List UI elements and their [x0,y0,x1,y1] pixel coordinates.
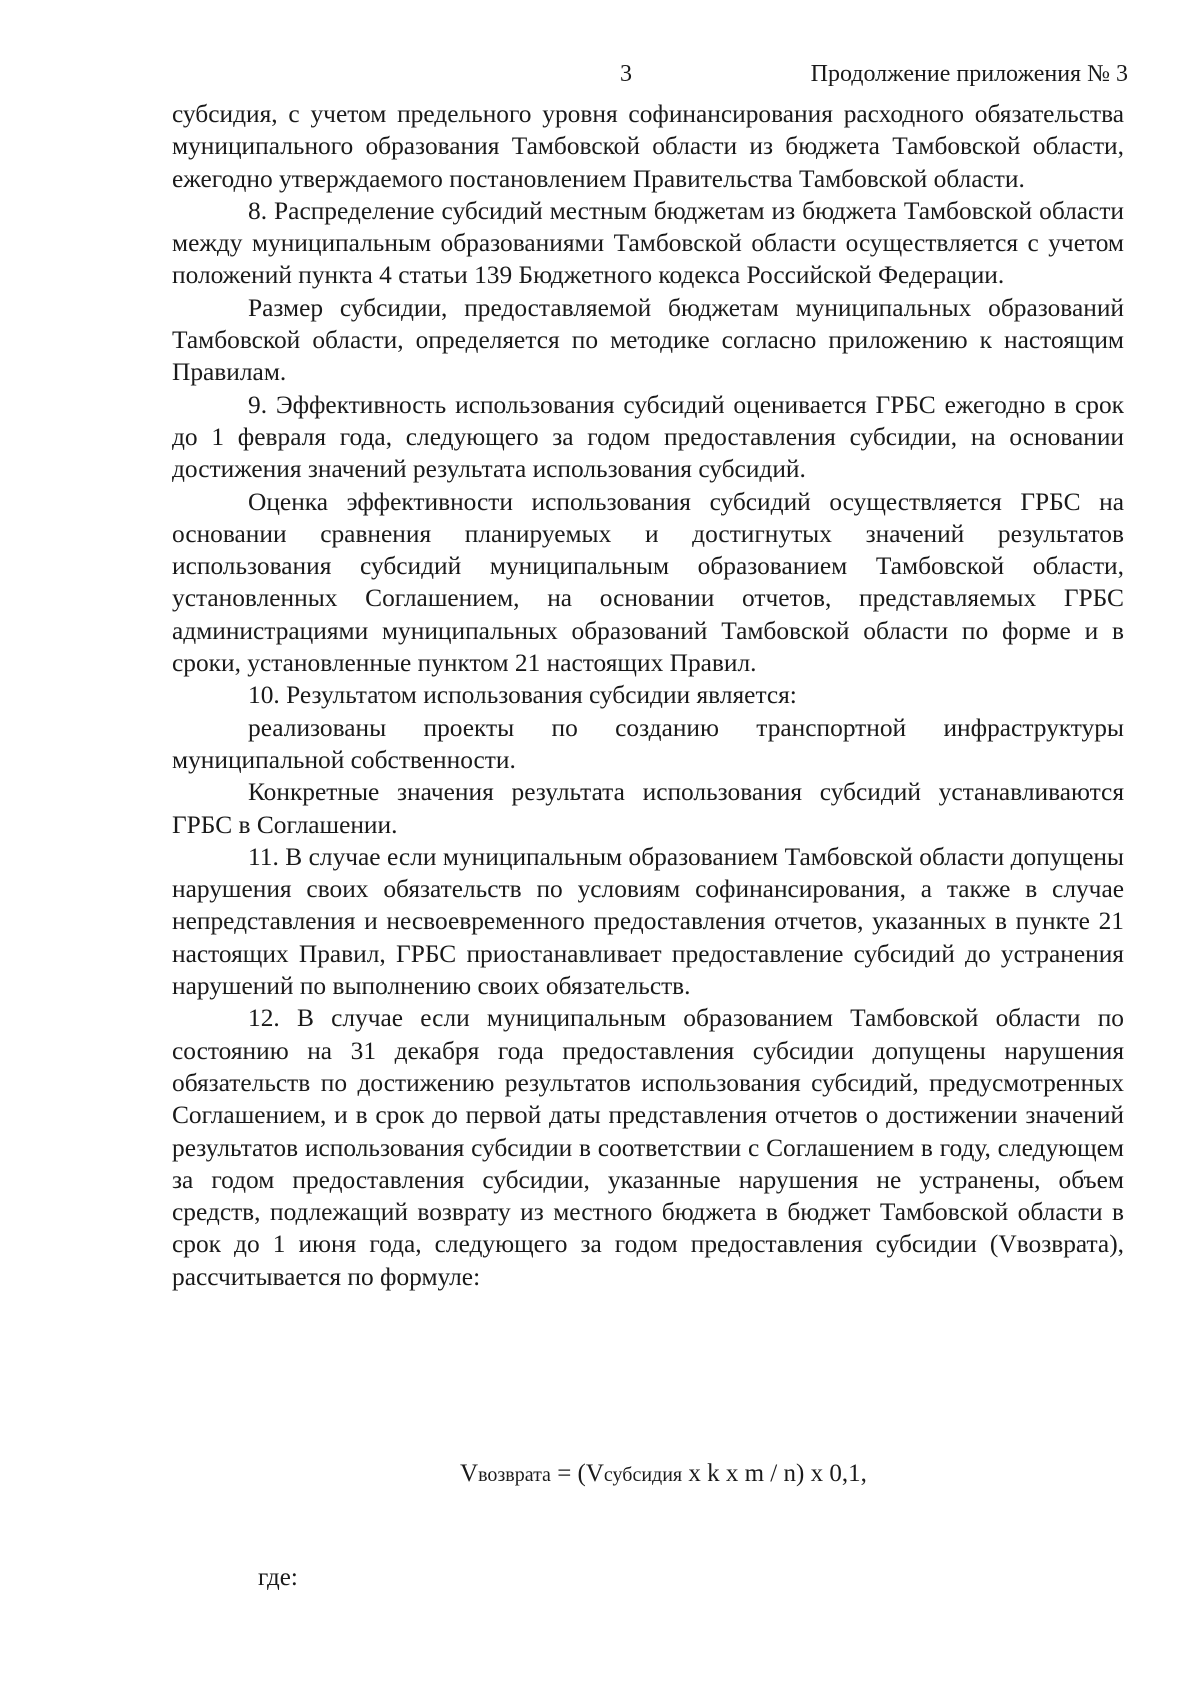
refund-formula [460,1458,867,1491]
paragraph-result-values: Конкретные значения результата использования субсидий устанавливаются ГРБС в Соглашении. [172,778,1124,839]
paragraph-9-efficiency: 9. Эффективность использования субсидий оценивается ГРБС ежегодно в срок до 1 февраля года, следующего за годом предоставления субсидии, на основании достижения значений результата использования субсидий. [172,390,1124,484]
paragraph-8-distribution: 8. Распределение субсидий местным бюджетам из бюджета Тамбовской области между муниципальным образованиями Тамбовской области осуществляется с учетом положений пункта 4 статьи 139 Бюджетного кодекса Российской Федерации. [172,196,1124,290]
appendix-continuation-note: Продолжение приложения № 3 [810,61,1128,87]
paragraph-12-refund: 12. В случае если муниципальным образованием Тамбовской области по состоянию на 31 декабря года предоставления субсидии допущены нарушения обязательств по достижению результатов использования субсидий, предусмотренных Соглашением, и в срок до первой даты представления отчетов о достижении значений результатов использования субсидии в соответствии с Соглашением в году, следующем за годом предоставления субсидии, указанные нарушения не устранены, объем средств, подлежащий возврату из местного бюджета в бюджет Тамбовской области в срок до 1 июня года, следующего за годом предоставления субсидии (Vвозврата), рассчитывается по формуле: [172,1004,1124,1291]
paragraph-subsidy-size: Размер субсидии, предоставляемой бюджетам муниципальных образований Тамбовской области, определяется по методике согласно приложению к настоящим Правилам. [172,293,1124,387]
formula-v-refund: V [460,1460,479,1487]
where-label: где: [258,1564,298,1591]
formula-subscript-subsidy: субсидия [603,1464,683,1486]
paragraph-efficiency-assessment: Оценка эффективности использования субсидий осуществляется ГРБС на основании сравнения планируемых и достигнутых значений результатов использования субсидий муниципальным образованием Тамбовской области, установленных Соглашением, на основании отчетов, представляемых ГРБС администрациями муниципальных образований Тамбовской области по форме и в сроки, установленные пунктом 21 настоящих Правил. [172,487,1124,678]
paragraph-10-result: 10. Результатом использования субсидии является: [248,681,797,710]
page-number: 3 [620,61,632,87]
document-body [172,98,1124,1293]
paragraph-result-projects: реализованы проекты по созданию транспортной инфраструктуры муниципальной собственности. [172,713,1124,774]
paragraph-subsidy-cap: субсидия, с учетом предельного уровня софинансирования расходного обязательства муниципального образования Тамбовской области из бюджета Тамбовской области, ежегодно утверждаемого постановлением Правительства Тамбовской области. [172,100,1124,193]
paragraph-11-suspension: 11. В случае если муниципальным образованием Тамбовской области допущены нарушения своих обязательств по условиям софинансирования, а также в случае непредставления и несвоевременного предоставления отчетов, указанных в пункте 21 настоящих Правил, ГРБС приостанавливает предоставление субсидий до устранения нарушений по выполнению своих обязательств. [172,842,1124,1001]
formula-equals-open: = (V [550,1460,604,1487]
formula-subscript-refund: возврата [478,1464,551,1486]
formula-remainder: x k x m / n) x 0,1, [682,1460,867,1487]
